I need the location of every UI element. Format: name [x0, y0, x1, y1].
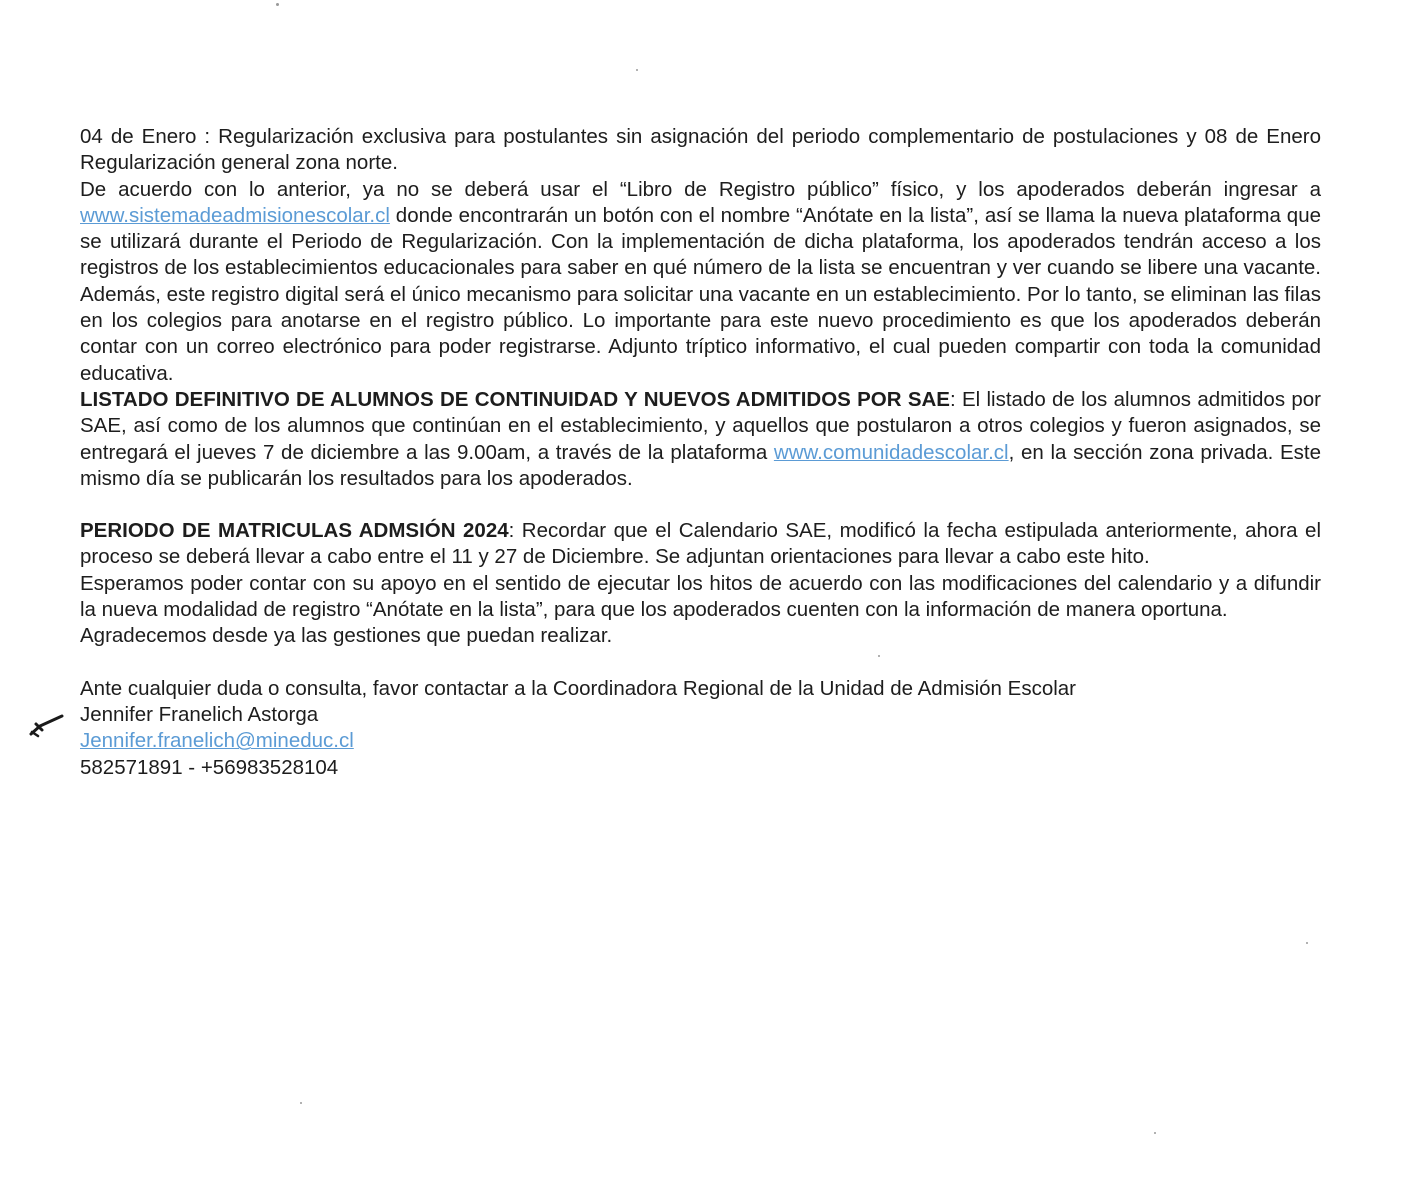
scan-speck	[1306, 942, 1308, 944]
scan-speck	[1154, 1132, 1156, 1134]
paragraph-text: , en la sección zona privada. Este mismo día se publicarán los resultados para los apoderados.	[80, 440, 1321, 490]
link-sistema-admision[interactable]: www.sistemadeadmisionescolar.cl	[80, 203, 390, 227]
scan-speck	[636, 69, 638, 71]
paragraph-listado-definitivo	[80, 387, 1321, 492]
email-link[interactable]: Jennifer.franelich@mineduc.cl	[80, 729, 354, 753]
link-comunidad-escolar[interactable]: www.comunidadescolar.cl	[773, 440, 1009, 464]
paragraph-text: : El listado de los alumnos admitidos por SAE, así como de los alumnos que continúan en el establecimiento, y aquellos que postularon a otros colegios y fueron asignados, se entregará el jueves 7 de diciembre a las 9.00am, a través de la plataforma	[80, 387, 1321, 464]
paragraph-gap	[80, 492, 1321, 518]
scan-speck	[276, 3, 279, 6]
section-heading: PERIODO DE MATRICULAS ADMSIÓN 2024	[80, 519, 509, 543]
paragraph-thanks	[80, 623, 1321, 649]
paragraph-support-request	[80, 571, 1321, 624]
paragraph-text: De acuerdo con lo anterior, ya no se deberá usar el “Libro de Registro público” físico, y los apoderados deberán ingresar a	[80, 177, 1321, 201]
paragraph-gap	[80, 650, 1321, 676]
document-body	[80, 124, 1321, 781]
pen-mark-icon	[28, 712, 68, 738]
contact-intro-text: Ante cualquier duda o consulta, favor contactar a la Coordinadora Regional de la Unidad de Admisión Escolar	[80, 676, 1077, 700]
paragraph-text: Agradecemos desde ya las gestiones que puedan realizar.	[80, 624, 613, 648]
contact-email	[80, 728, 1321, 754]
contact-intro	[80, 676, 1321, 702]
contact-phones	[80, 755, 1321, 781]
paragraph-periodo-matriculas	[80, 518, 1321, 571]
section-heading: LISTADO DEFINITIVO DE ALUMNOS DE CONTINUIDAD Y NUEVOS ADMITIDOS POR SAE	[80, 387, 950, 411]
contact-name	[80, 702, 1321, 728]
paragraph-text: : Recordar que el Calendario SAE, modificó la fecha estipulada anteriormente, ahora el proceso se deberá llevar a cabo entre el 11 y 27 de Diciembre. Se adjuntan orientaciones para llevar a cabo este hito.	[80, 519, 1321, 569]
contact-name-text: Jennifer Franelich Astorga	[80, 702, 319, 726]
contact-phones-text: 582571891 - +56983528104	[80, 755, 339, 779]
paragraph-regularization-dates	[80, 124, 1321, 177]
paragraph-text: 04 de Enero : Regularización exclusiva para postulantes sin asignación del periodo complementario de postulaciones y 08 de Enero Regularización general zona norte.	[80, 125, 1321, 175]
scan-speck	[300, 1102, 302, 1104]
paragraph-text: Esperamos poder contar con su apoyo en el sentido de ejecutar los hitos de acuerdo con las modificaciones del calendario y a difundir la nueva modalidad de registro “Anótate en la lista”, para que los apoderados cuenten con la información de manera oportuna.	[80, 571, 1321, 622]
paragraph-text: donde encontrarán un botón con el nombre “Anótate en la lista”, así se llama la nueva plataforma que se utilizará durante el Periodo de Regularización. Con la implementación de dicha plataforma, los apoderados tendrán acceso a los registros de los establecimientos educacionales para saber en qué número de la lista se encuentran y ver cuando se libere una vacante. Además, este registro digital será el único mecanismo para solicitar una vacante en un establecimiento. Por lo tanto, se eliminan las filas en los colegios para anotarse en el registro público. Lo importante para este nuevo procedimiento es que los apoderados deberán contar con un correo electrónico para poder registrarse. Adjunto tríptico informativo, el cual pueden compartir con toda la comunidad educativa.	[80, 203, 1321, 385]
paragraph-registration-platform	[80, 177, 1321, 387]
